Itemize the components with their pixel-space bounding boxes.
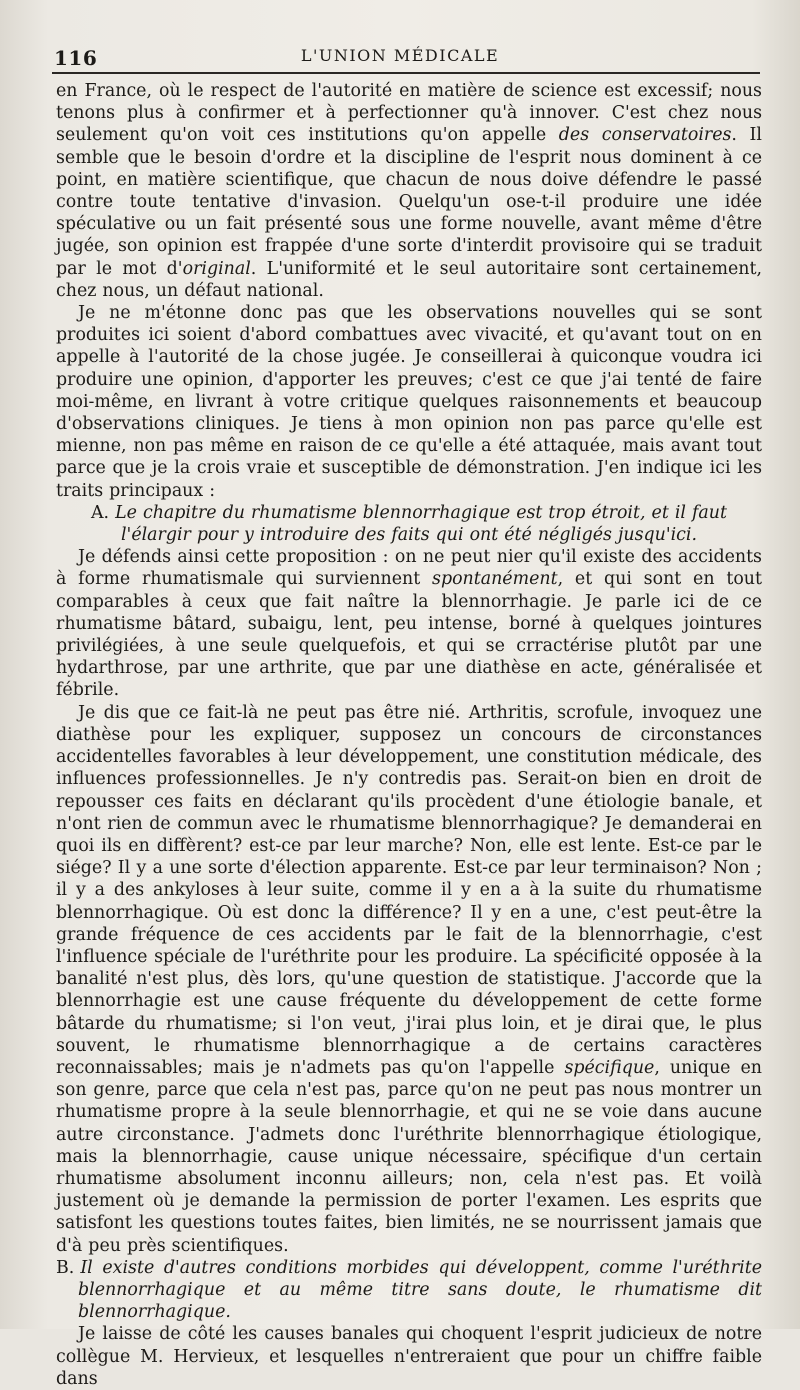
paragraph-3-text-b: , et qui sont en tout comparables à ceux que fait naître la blennorrhagie. Je parle ici de ce rhumatisme bâtard, subaigu, lent, peu intense, borné à quelques jointures privilégiées, à une seule quelquefois, et qui se crractérise plutôt par une hydarthrose, par une arthrite, que par une diathèse en acte, généralisée et fébrile. xyxy=(56,569,762,701)
paragraph-3-emphasis-spontanement: spontanément xyxy=(432,569,558,590)
proposition-b-text: Il existe d'autres conditions morbides qui développent, comme l'uréthrite blennorrhagique et au même titre sans doute, le rhumatisme dit blennorrhagique. xyxy=(78,1257,762,1323)
proposition-a xyxy=(56,502,762,546)
paragraph-1-text-b: . Il semble que le besoin d'ordre et la discipline de l'esprit nous dominent à ce point, en matière scientifique, que chacun de nous doive défendre le passé contre toute tentative d'invasion. Quelqu'un ose-t-il produire une idée spéculative ou un fait présenté sous une forme nouvelle, avant même d'être jugée, son opinion est frappée d'une sorte d'interdit provisoire qui se traduit par le mot d' xyxy=(56,125,762,279)
proposition-a-text: Le chapitre du rhumatisme blennorrhagique est trop étroit, et il faut l'élargir pour y introduire des faits qui ont été négligés jusqu'ici. xyxy=(115,502,727,546)
paragraph-5: Je laisse de côté les causes banales qui choquent l'esprit judicieux de notre collègue M. Hervieux, et lesquelles n'entreraient que pour un chiffre faible dans xyxy=(56,1324,762,1389)
paragraph-1-text-c: . L'uniformité et le seul autoritaire sont certainement, chez nous, un défaut national. xyxy=(56,258,762,301)
paragraph-3 xyxy=(56,546,762,701)
page-number: 116 xyxy=(54,46,98,70)
proposition-b xyxy=(56,1257,762,1324)
paragraph-1 xyxy=(56,80,762,302)
proposition-a-label: A. xyxy=(91,502,110,523)
page-header xyxy=(40,36,760,70)
paragraph-1-emphasis-original: original xyxy=(182,258,251,279)
paragraph-4-emphasis-specifique: spécifique xyxy=(564,1057,655,1078)
paragraph-4 xyxy=(56,702,762,1257)
running-title: L'UNION MÉDICALE xyxy=(300,46,500,65)
proposition-b-label: B. xyxy=(56,1257,75,1278)
paragraph-2: Je ne m'étonne donc pas que les observations nouvelles qui se sont produites ici soient d'abord combattues avec vivacité, et qu'avant tout on en appelle à l'autorité de la chose jugée. Je conseillerai à quiconque voudra ici produire une opinion, d'apporter les preuves; c'est ce que j'ai tenté de faire moi-même, en livrant à votre critique quelques raisonnements et beaucoup d'observations cliniques. Je tiens à mon opinion non pas parce qu'elle est mienne, non pas même en raison de ce qu'elle a été attaquée, mais avant tout parce que je la crois vraie et susceptible de démonstration. J'en indique ici les traits principaux : xyxy=(56,303,762,501)
paragraph-3-text-a: Je défends ainsi cette proposition : on ne peut nier qu'il existe des accidents à forme rhumatismale qui surviennent xyxy=(56,547,762,590)
paragraph-4-text-b: , unique en son genre, parce que cela n'est pas, parce qu'on ne peut pas nous montrer un rhumatisme propre à la seule blennorrhagie, et qui ne se voie dans aucune autre circonstance. J'admets donc l'uréthrite blennorrhagique étiologique, mais la blennorrhagie, cause unique nécessaire, spécifique d'un certain rhumatisme absolument inconnu ailleurs; non, cela n'est pas. Et voilà justement où je demande la permission de porter l'examen. Les esprits que satisfont les questions toutes faites, bien limités, ne se nourrissent jamais que d'à peu près scientifiques. xyxy=(56,1057,762,1256)
header-rule xyxy=(52,72,760,74)
paragraph-1-text-a: en France, où le respect de l'autorité en matière de science est excessif; nous tenons plus à confirmer et à perfectionner qu'à innover. C'est chez nous seulement qu'on voit ces institutions qu'on appelle xyxy=(56,81,762,146)
paragraph-4-text-a: Je dis que ce fait-là ne peut pas être nié. Arthritis, scrofule, invoquez une diathèse pour les expliquer, supposez un concours de circonstances accidentelles favorables à leur développement, une constitution médicale, des influences professionnelles. Je n'y contredis pas. Serait-on bien en droit de repousser ces faits en déclarant qu'ils procèdent d'une étiologie banale, et n'ont rien de commun avec le rhumatisme blennorrhagique? Je demanderai en quoi ils en diffèrent? est-ce par leur marche? Non, elle est lente. Est-ce par le siége? Il y a une sorte d'élection apparente. Est-ce par leur terminaison? Non ; il y a des ankyloses à leur suite, comme il y en a à la suite du rhumatisme blennorrhagique. Où est donc la différence? Il y en a une, c'est peut-être la grande fréquence de ces accidents par le fait de la blennorrhagie, c'est l'influence spéciale de l'uréthrite pour les produire. La spécificité opposée à la banalité n'est plus, dès lors, qu'une question de statistique. J'accorde que la blennorrhagie est une cause fréquente du développement de cette forme bâtarde du rhumatisme; si l'on veut, j'irai plus loin, et je dirai que, le plus souvent, le rhumatisme blennorrhagique a de certains caractères reconnaissables; mais je n'admets pas qu'on l'appelle xyxy=(56,702,762,1078)
paragraph-1-emphasis-conservatoires: des conservatoires xyxy=(558,125,732,146)
article-body xyxy=(56,80,762,1390)
